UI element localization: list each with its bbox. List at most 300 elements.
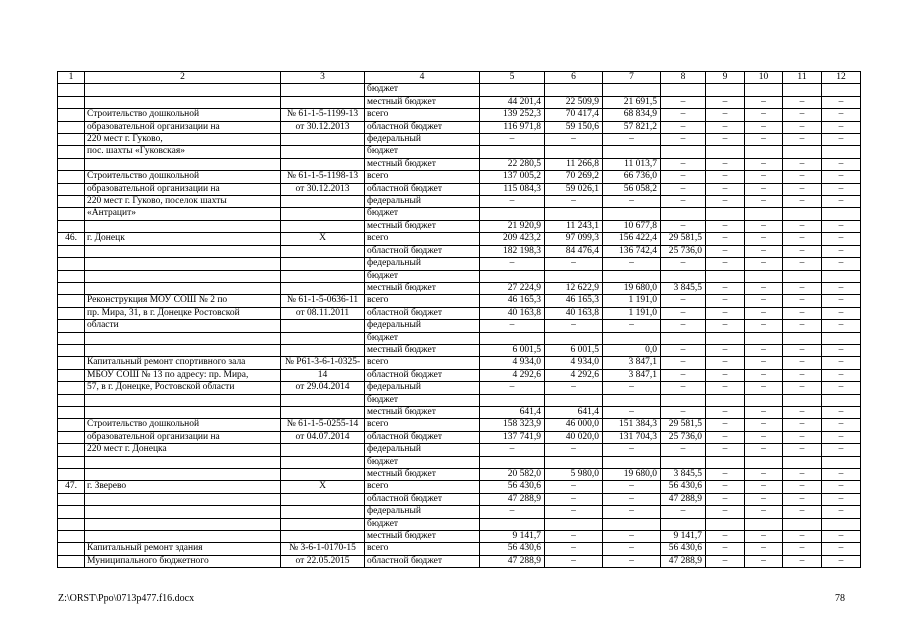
table-cell: – <box>822 555 861 567</box>
table-cell <box>85 406 281 418</box>
col-header: 9 <box>706 72 745 84</box>
table-cell: – <box>480 320 545 332</box>
table-cell <box>745 146 783 158</box>
table-cell <box>706 332 745 344</box>
table-cell: – <box>783 121 822 133</box>
table-cell <box>58 109 85 121</box>
table-row <box>58 332 861 344</box>
table-cell: – <box>706 295 745 307</box>
table-cell: – <box>603 444 661 456</box>
table-cell: – <box>661 382 706 394</box>
table-cell: – <box>822 469 861 481</box>
table-cell: – <box>745 134 783 146</box>
table-cell: федеральный <box>365 506 480 518</box>
table-cell <box>58 518 85 530</box>
table-cell <box>480 456 545 468</box>
table-cell <box>281 518 365 530</box>
table-cell: – <box>706 307 745 319</box>
table-cell <box>480 332 545 344</box>
table-cell: 27 224,9 <box>480 282 545 294</box>
table-cell <box>745 270 783 282</box>
table-cell <box>706 146 745 158</box>
table-cell: – <box>545 196 603 208</box>
table-cell <box>603 146 661 158</box>
table-cell: – <box>822 134 861 146</box>
table-cell: – <box>783 196 822 208</box>
table-row <box>58 295 861 307</box>
table-cell: 21 691,5 <box>603 96 661 108</box>
table-cell <box>58 344 85 356</box>
table-cell <box>85 456 281 468</box>
table-cell <box>661 518 706 530</box>
table-cell <box>783 208 822 220</box>
table-cell: – <box>783 258 822 270</box>
table-cell: 29 581,5 <box>661 419 706 431</box>
table-cell: – <box>822 196 861 208</box>
table-cell <box>661 146 706 158</box>
table-cell: Х <box>281 233 365 245</box>
table-cell: областной бюджет <box>365 183 480 195</box>
table-row <box>58 406 861 418</box>
table-cell: – <box>661 406 706 418</box>
table-cell: – <box>822 121 861 133</box>
table-row <box>58 220 861 232</box>
table-cell: Строительство дошкольной <box>85 109 281 121</box>
table-row <box>58 481 861 493</box>
table-cell <box>603 456 661 468</box>
table-cell <box>783 270 822 282</box>
table-cell: от 04.07.2014 <box>281 431 365 443</box>
table-cell <box>281 320 365 332</box>
table-cell: 56 430,6 <box>480 543 545 555</box>
table-cell: 1 191,0 <box>603 307 661 319</box>
table-cell <box>281 394 365 406</box>
table-cell <box>85 258 281 270</box>
table-row <box>58 382 861 394</box>
table-cell: 137 741,9 <box>480 431 545 443</box>
table-cell: – <box>706 196 745 208</box>
table-cell: бюджет <box>365 456 480 468</box>
table-cell: 29 581,5 <box>661 233 706 245</box>
table-cell: – <box>706 493 745 505</box>
table-cell <box>281 531 365 543</box>
table-cell: 115 084,3 <box>480 183 545 195</box>
table-cell: – <box>745 555 783 567</box>
table-cell: – <box>545 493 603 505</box>
table-cell <box>603 270 661 282</box>
table-cell: 11 266,8 <box>545 158 603 170</box>
col-header: 7 <box>603 72 661 84</box>
table-cell: 66 736,0 <box>603 171 661 183</box>
table-cell: – <box>706 109 745 121</box>
table-cell <box>706 518 745 530</box>
table-cell <box>281 158 365 170</box>
table-cell <box>281 332 365 344</box>
table-cell: – <box>822 481 861 493</box>
table-cell: 22 280,5 <box>480 158 545 170</box>
table-cell <box>706 456 745 468</box>
table-cell: 139 252,3 <box>480 109 545 121</box>
table-cell: 4 934,0 <box>480 357 545 369</box>
table-cell: областной бюджет <box>365 555 480 567</box>
table-row <box>58 320 861 332</box>
table-cell: областной бюджет <box>365 121 480 133</box>
table-cell: местный бюджет <box>365 531 480 543</box>
table-cell: – <box>661 220 706 232</box>
table-cell <box>58 431 85 443</box>
table-cell: – <box>706 555 745 567</box>
table-cell <box>822 332 861 344</box>
table-cell: 97 099,3 <box>545 233 603 245</box>
table-cell <box>706 84 745 96</box>
table-cell: – <box>545 506 603 518</box>
table-cell: 641,4 <box>545 406 603 418</box>
table-cell: 40 020,0 <box>545 431 603 443</box>
table-cell: 59 150,6 <box>545 121 603 133</box>
table-cell: 0,0 <box>603 344 661 356</box>
table-cell: пр. Мира, 31, в г. Донецке Ростовской <box>85 307 281 319</box>
budget-table <box>57 71 861 568</box>
col-header: 2 <box>85 72 281 84</box>
table-cell: – <box>745 344 783 356</box>
table-cell: всего <box>365 543 480 555</box>
table-cell: федеральный <box>365 382 480 394</box>
table-row <box>58 543 861 555</box>
table-cell: – <box>745 96 783 108</box>
table-cell: – <box>822 444 861 456</box>
table-row <box>58 518 861 530</box>
table-cell: – <box>822 320 861 332</box>
table-cell <box>58 456 85 468</box>
table-cell <box>545 270 603 282</box>
table-cell: 1 191,0 <box>603 295 661 307</box>
table-cell: областной бюджет <box>365 369 480 381</box>
table-cell: – <box>745 158 783 170</box>
table-cell: – <box>706 406 745 418</box>
table-cell: – <box>783 493 822 505</box>
table-row <box>58 96 861 108</box>
table-cell: – <box>706 220 745 232</box>
table-cell: – <box>783 109 822 121</box>
table-cell <box>281 196 365 208</box>
table-cell <box>85 332 281 344</box>
table-cell: – <box>745 431 783 443</box>
table-cell: – <box>706 344 745 356</box>
table-row <box>58 183 861 195</box>
table-cell <box>58 196 85 208</box>
table-cell: – <box>480 134 545 146</box>
table-cell <box>58 183 85 195</box>
table-cell <box>603 332 661 344</box>
table-cell: – <box>822 220 861 232</box>
table-cell <box>281 258 365 270</box>
table-cell: – <box>822 282 861 294</box>
table-cell: всего <box>365 109 480 121</box>
table-cell <box>545 84 603 96</box>
table-row <box>58 531 861 543</box>
table-cell: от 30.12.2013 <box>281 183 365 195</box>
table-row <box>58 469 861 481</box>
table-cell: – <box>480 444 545 456</box>
table-cell <box>480 270 545 282</box>
table-cell: – <box>783 406 822 418</box>
table-cell: № 61-1-5-1198-13 <box>281 171 365 183</box>
table-cell: 68 834,9 <box>603 109 661 121</box>
table-cell: 59 026,1 <box>545 183 603 195</box>
table-cell: пос. шахты «Гуковская» <box>85 146 281 158</box>
table-row <box>58 258 861 270</box>
table-cell: 56 430,6 <box>480 481 545 493</box>
table-cell: – <box>603 382 661 394</box>
table-cell: – <box>745 481 783 493</box>
table-cell <box>58 307 85 319</box>
table-cell: – <box>822 543 861 555</box>
table-cell: – <box>822 158 861 170</box>
table-cell: – <box>745 444 783 456</box>
table-cell <box>480 394 545 406</box>
table-cell: – <box>706 96 745 108</box>
table-cell: – <box>783 134 822 146</box>
table-cell: – <box>745 307 783 319</box>
table-cell: 11 243,1 <box>545 220 603 232</box>
table-cell <box>58 357 85 369</box>
table-row <box>58 444 861 456</box>
table-cell: 6 001,5 <box>480 344 545 356</box>
table-cell: – <box>706 369 745 381</box>
table-cell: – <box>706 183 745 195</box>
table-cell: 22 509,9 <box>545 96 603 108</box>
table-cell: 4 292,6 <box>480 369 545 381</box>
table-cell: – <box>480 382 545 394</box>
table-cell: – <box>783 555 822 567</box>
table-cell: – <box>783 382 822 394</box>
table-cell: 4 934,0 <box>545 357 603 369</box>
table-cell: – <box>822 382 861 394</box>
table-cell: – <box>822 369 861 381</box>
table-cell <box>661 208 706 220</box>
table-cell: области <box>85 320 281 332</box>
table-cell: № 61-1-5-0636-11 <box>281 295 365 307</box>
table-cell <box>822 146 861 158</box>
table-cell: – <box>545 481 603 493</box>
table-cell: – <box>706 233 745 245</box>
table-cell: – <box>822 431 861 443</box>
table-cell: – <box>706 245 745 257</box>
table-cell: 3 847,1 <box>603 357 661 369</box>
table-cell: – <box>822 419 861 431</box>
table-cell <box>58 134 85 146</box>
table-cell <box>706 270 745 282</box>
table-cell: – <box>545 555 603 567</box>
table-cell <box>58 270 85 282</box>
table-cell: – <box>822 357 861 369</box>
table-cell <box>603 84 661 96</box>
table-cell: бюджет <box>365 518 480 530</box>
table-cell: – <box>706 121 745 133</box>
table-cell <box>58 369 85 381</box>
footer-file-path: Z:\ORST\Ppo\0713p477.f16.docx <box>58 593 195 604</box>
table-cell <box>281 506 365 518</box>
col-header: 8 <box>661 72 706 84</box>
table-cell: 12 622,9 <box>545 282 603 294</box>
table-cell: от 30.12.2013 <box>281 121 365 133</box>
table-cell: – <box>783 307 822 319</box>
table-cell: – <box>783 295 822 307</box>
table-row <box>58 233 861 245</box>
table-cell: – <box>745 406 783 418</box>
table-cell: – <box>603 481 661 493</box>
table-cell: «Антрацит» <box>85 208 281 220</box>
table-cell <box>783 332 822 344</box>
table-cell: 14 <box>281 369 365 381</box>
table-cell <box>281 282 365 294</box>
table-row <box>58 171 861 183</box>
table-cell <box>281 220 365 232</box>
col-header: 4 <box>365 72 480 84</box>
table-cell <box>545 208 603 220</box>
table-cell <box>783 146 822 158</box>
table-row <box>58 158 861 170</box>
table-cell <box>58 146 85 158</box>
table-cell: Строительство дошкольной <box>85 419 281 431</box>
table-cell <box>745 84 783 96</box>
table-cell: 44 201,4 <box>480 96 545 108</box>
table-cell: местный бюджет <box>365 406 480 418</box>
table-cell: – <box>745 121 783 133</box>
table-cell <box>58 96 85 108</box>
table-cell: – <box>783 431 822 443</box>
table-cell: – <box>661 134 706 146</box>
table-cell: – <box>745 196 783 208</box>
table-cell <box>58 493 85 505</box>
table-cell: – <box>745 258 783 270</box>
table-cell: от 29.04.2014 <box>281 382 365 394</box>
table-cell: – <box>745 220 783 232</box>
table-cell <box>85 531 281 543</box>
table-cell <box>545 456 603 468</box>
table-cell: – <box>661 307 706 319</box>
table-cell: № 61-1-5-0255-14 <box>281 419 365 431</box>
table-cell: Х <box>281 481 365 493</box>
table-cell <box>85 394 281 406</box>
table-cell: – <box>603 543 661 555</box>
table-cell: – <box>706 357 745 369</box>
table-cell: 47. <box>58 481 85 493</box>
table-cell: всего <box>365 481 480 493</box>
table-cell <box>783 84 822 96</box>
table-cell: – <box>706 481 745 493</box>
table-row <box>58 196 861 208</box>
table-cell: – <box>783 320 822 332</box>
table-row <box>58 245 861 257</box>
table-cell: – <box>661 295 706 307</box>
table-cell <box>745 332 783 344</box>
table-row <box>58 307 861 319</box>
table-cell: – <box>603 531 661 543</box>
table-cell: № 61-1-5-1199-13 <box>281 109 365 121</box>
table-row <box>58 431 861 443</box>
table-cell <box>706 208 745 220</box>
table-cell: – <box>706 171 745 183</box>
table-cell: Капитальный ремонт здания <box>85 543 281 555</box>
table-cell: 47 288,9 <box>661 493 706 505</box>
table-cell: – <box>706 282 745 294</box>
table-cell: 19 680,0 <box>603 469 661 481</box>
col-header: 1 <box>58 72 85 84</box>
table-cell <box>745 208 783 220</box>
table-cell: – <box>661 121 706 133</box>
table-cell: 9 141,7 <box>661 531 706 543</box>
table-cell <box>58 543 85 555</box>
table-cell: 57 821,2 <box>603 121 661 133</box>
table-cell <box>281 96 365 108</box>
table-cell <box>58 171 85 183</box>
table-row <box>58 270 861 282</box>
table-row <box>58 357 861 369</box>
table-cell <box>58 555 85 567</box>
table-cell: 156 422,4 <box>603 233 661 245</box>
table-cell: – <box>661 109 706 121</box>
table-cell <box>85 506 281 518</box>
table-cell: местный бюджет <box>365 158 480 170</box>
table-cell: – <box>783 183 822 195</box>
table-cell: 40 163,8 <box>480 307 545 319</box>
table-cell: – <box>822 245 861 257</box>
table-cell: от 08.11.2011 <box>281 307 365 319</box>
table-cell: – <box>706 531 745 543</box>
table-cell: – <box>745 183 783 195</box>
table-cell: – <box>480 506 545 518</box>
table-cell <box>281 245 365 257</box>
table-cell: – <box>661 258 706 270</box>
table-cell: всего <box>365 357 480 369</box>
table-cell <box>58 382 85 394</box>
table-cell: – <box>822 506 861 518</box>
table-cell: – <box>745 357 783 369</box>
table-cell: федеральный <box>365 320 480 332</box>
table-cell <box>281 344 365 356</box>
table-cell: областной бюджет <box>365 245 480 257</box>
table-cell <box>783 456 822 468</box>
table-cell: – <box>783 220 822 232</box>
table-cell: – <box>745 469 783 481</box>
table-cell: – <box>745 320 783 332</box>
table-cell: – <box>745 109 783 121</box>
table-cell <box>281 270 365 282</box>
table-cell: федеральный <box>365 196 480 208</box>
table-cell: 641,4 <box>480 406 545 418</box>
table-row <box>58 555 861 567</box>
table-cell <box>480 84 545 96</box>
col-header: 12 <box>822 72 861 84</box>
table-cell: 70 417,4 <box>545 109 603 121</box>
table-cell: всего <box>365 233 480 245</box>
table-cell <box>745 518 783 530</box>
table-cell: 116 971,8 <box>480 121 545 133</box>
table-cell <box>58 282 85 294</box>
table-cell: 182 198,3 <box>480 245 545 257</box>
table-cell: – <box>745 543 783 555</box>
table-cell: 47 288,9 <box>661 555 706 567</box>
table-cell: 46 165,3 <box>480 295 545 307</box>
table-row <box>58 456 861 468</box>
table-cell <box>85 469 281 481</box>
table-cell: 151 384,3 <box>603 419 661 431</box>
table-cell <box>281 493 365 505</box>
table-cell: – <box>480 258 545 270</box>
table-cell: – <box>783 357 822 369</box>
table-cell <box>661 332 706 344</box>
